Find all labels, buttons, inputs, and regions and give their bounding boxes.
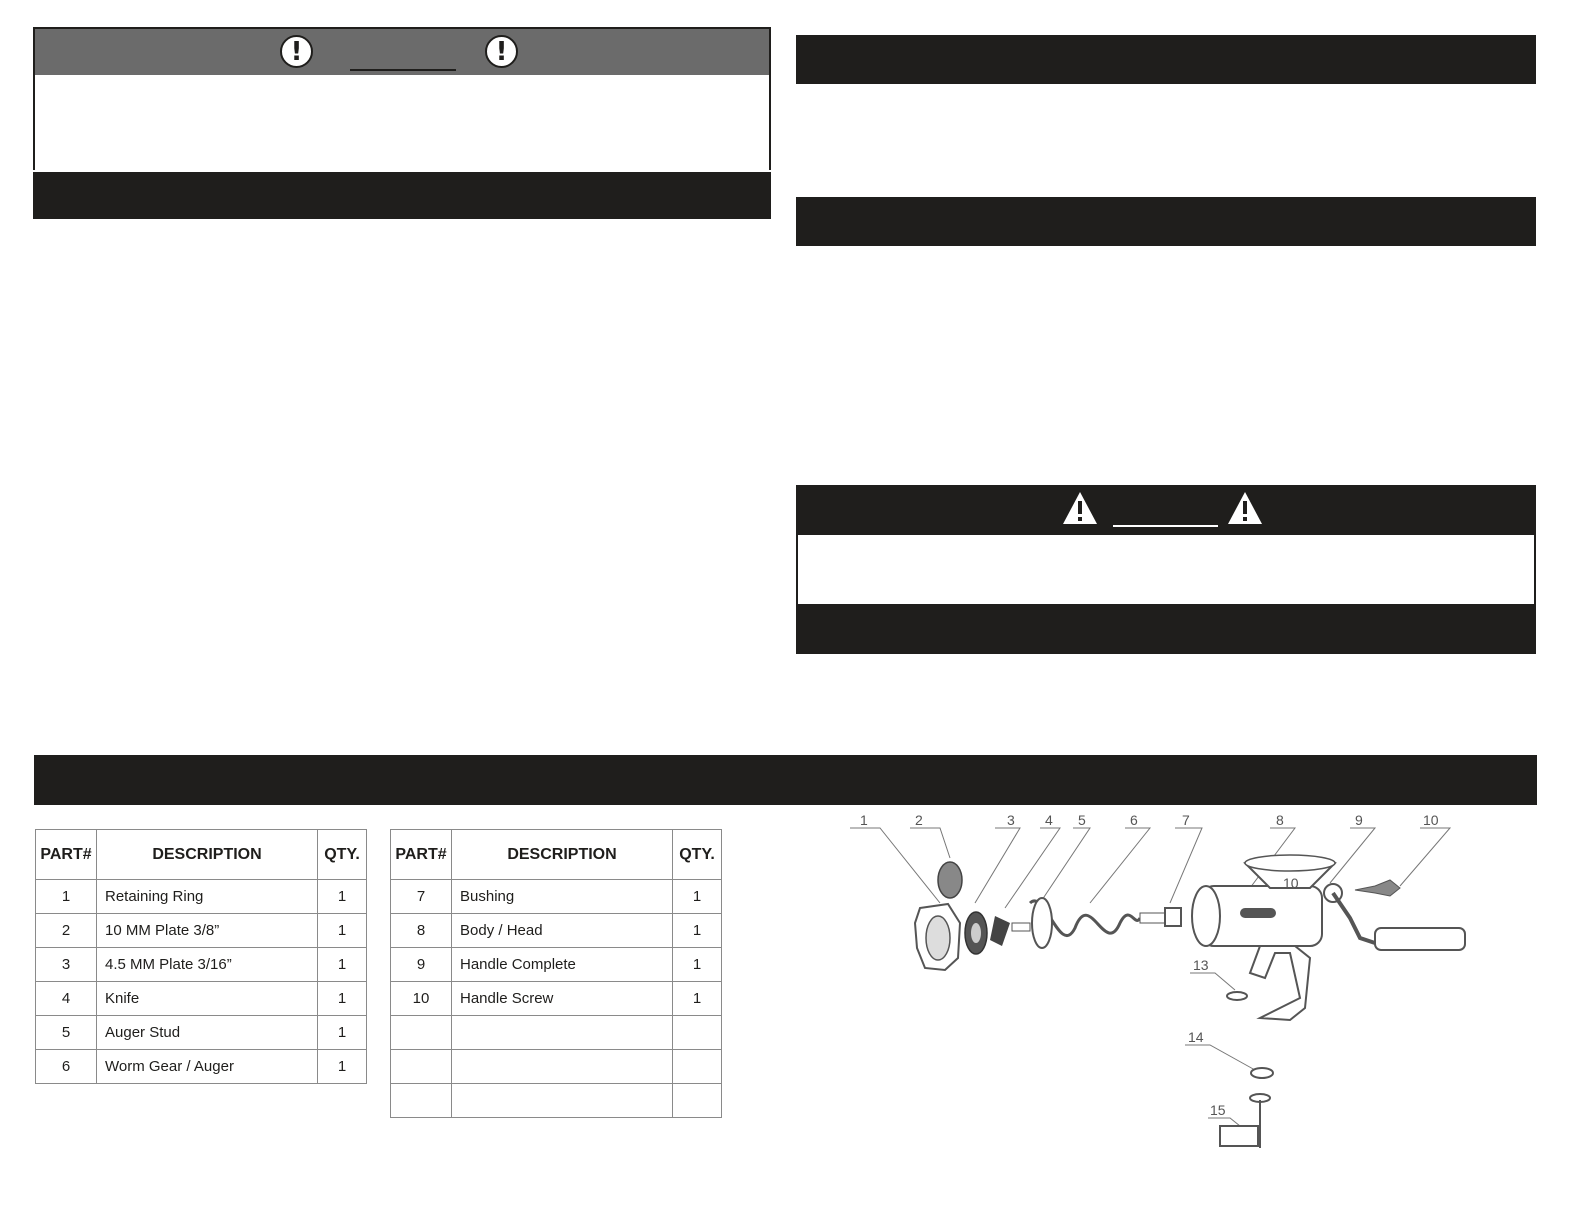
callout-6: 6 bbox=[1130, 812, 1138, 828]
part-number-cell: 1 bbox=[36, 880, 97, 914]
callout-9: 9 bbox=[1355, 812, 1363, 828]
description-cell: Body / Head bbox=[452, 914, 673, 948]
table-row bbox=[391, 1050, 722, 1084]
table-row bbox=[36, 1016, 367, 1050]
part-number-cell: 8 bbox=[391, 914, 452, 948]
callout-3: 3 bbox=[1007, 812, 1015, 828]
qty-cell: 1 bbox=[318, 914, 367, 948]
notice-title-blank bbox=[350, 69, 456, 71]
part-number-cell bbox=[391, 1050, 452, 1084]
qty-cell: 1 bbox=[318, 982, 367, 1016]
parts-list-bar bbox=[34, 755, 1537, 805]
part-number-cell: 5 bbox=[36, 1016, 97, 1050]
table-header-row bbox=[391, 830, 722, 880]
body-marking: 10 bbox=[1283, 875, 1299, 891]
description-header: DESCRIPTION bbox=[452, 830, 673, 880]
callout-15: 15 bbox=[1210, 1102, 1226, 1118]
description-cell: Retaining Ring bbox=[97, 880, 318, 914]
callout-5: 5 bbox=[1078, 812, 1086, 828]
qty-cell: 1 bbox=[318, 1016, 367, 1050]
table-row bbox=[391, 914, 722, 948]
warning-header bbox=[796, 485, 1536, 535]
qty-cell: 1 bbox=[673, 982, 722, 1016]
part-number-cell bbox=[391, 1016, 452, 1050]
description-cell bbox=[452, 1084, 673, 1118]
description-header: DESCRIPTION bbox=[97, 830, 318, 880]
warning-triangle-icon bbox=[1227, 491, 1263, 525]
table-row bbox=[391, 1016, 722, 1050]
warning-body bbox=[796, 535, 1536, 604]
table-row bbox=[391, 948, 722, 982]
qty-header: QTY. bbox=[673, 830, 722, 880]
part-number-cell: 10 bbox=[391, 982, 452, 1016]
callout-4: 4 bbox=[1045, 812, 1053, 828]
table-row bbox=[36, 948, 367, 982]
part-number-cell bbox=[391, 1084, 452, 1118]
notice-box bbox=[33, 27, 771, 219]
qty-cell: 1 bbox=[318, 880, 367, 914]
parts-table-right bbox=[390, 829, 722, 1118]
part-number-cell: 2 bbox=[36, 914, 97, 948]
notice-body bbox=[33, 75, 771, 170]
description-cell: Handle Complete bbox=[452, 948, 673, 982]
callout-10: 10 bbox=[1423, 812, 1439, 828]
warning-footer-bar bbox=[796, 604, 1536, 654]
description-cell: Bushing bbox=[452, 880, 673, 914]
part-number-cell: 9 bbox=[391, 948, 452, 982]
callout-8: 8 bbox=[1276, 812, 1284, 828]
part-number-header: PART# bbox=[391, 830, 452, 880]
description-cell: 4.5 MM Plate 3/16” bbox=[97, 948, 318, 982]
qty-cell bbox=[673, 1050, 722, 1084]
qty-header: QTY. bbox=[318, 830, 367, 880]
qty-cell: 1 bbox=[318, 1050, 367, 1084]
callout-1: 1 bbox=[860, 812, 868, 828]
exclamation-circle-icon: ! bbox=[485, 35, 518, 68]
qty-cell: 1 bbox=[673, 948, 722, 982]
description-cell bbox=[452, 1016, 673, 1050]
exclamation-circle-icon: ! bbox=[280, 35, 313, 68]
part-number-cell: 3 bbox=[36, 948, 97, 982]
parts-table-left bbox=[35, 829, 367, 1084]
section-header-bar bbox=[796, 197, 1536, 246]
description-cell: Worm Gear / Auger bbox=[97, 1050, 318, 1084]
notice-header bbox=[33, 27, 771, 77]
description-cell: Auger Stud bbox=[97, 1016, 318, 1050]
callout-14: 14 bbox=[1188, 1029, 1204, 1045]
table-row bbox=[36, 880, 367, 914]
table-row bbox=[391, 982, 722, 1016]
warning-title-blank bbox=[1113, 525, 1218, 527]
part-number-cell: 4 bbox=[36, 982, 97, 1016]
qty-cell: 1 bbox=[318, 948, 367, 982]
table-header-row bbox=[36, 830, 367, 880]
table-row bbox=[36, 914, 367, 948]
warning-triangle-icon bbox=[1062, 491, 1098, 525]
description-cell: Knife bbox=[97, 982, 318, 1016]
description-cell bbox=[452, 1050, 673, 1084]
table-row bbox=[391, 1084, 722, 1118]
part-number-cell: 6 bbox=[36, 1050, 97, 1084]
callout-7: 7 bbox=[1182, 812, 1190, 828]
table-row bbox=[36, 982, 367, 1016]
callout-2: 2 bbox=[915, 812, 923, 828]
part-number-cell: 7 bbox=[391, 880, 452, 914]
part-number-header: PART# bbox=[36, 830, 97, 880]
notice-footer-bar bbox=[33, 172, 771, 219]
description-cell: 10 MM Plate 3/8” bbox=[97, 914, 318, 948]
table-row bbox=[36, 1050, 367, 1084]
description-cell: Handle Screw bbox=[452, 982, 673, 1016]
table-row bbox=[391, 880, 722, 914]
qty-cell: 1 bbox=[673, 914, 722, 948]
qty-cell: 1 bbox=[673, 880, 722, 914]
callout-13: 13 bbox=[1193, 957, 1209, 973]
exploded-parts-diagram bbox=[790, 808, 1550, 1168]
qty-cell bbox=[673, 1016, 722, 1050]
section-header-bar bbox=[796, 35, 1536, 84]
qty-cell bbox=[673, 1084, 722, 1118]
